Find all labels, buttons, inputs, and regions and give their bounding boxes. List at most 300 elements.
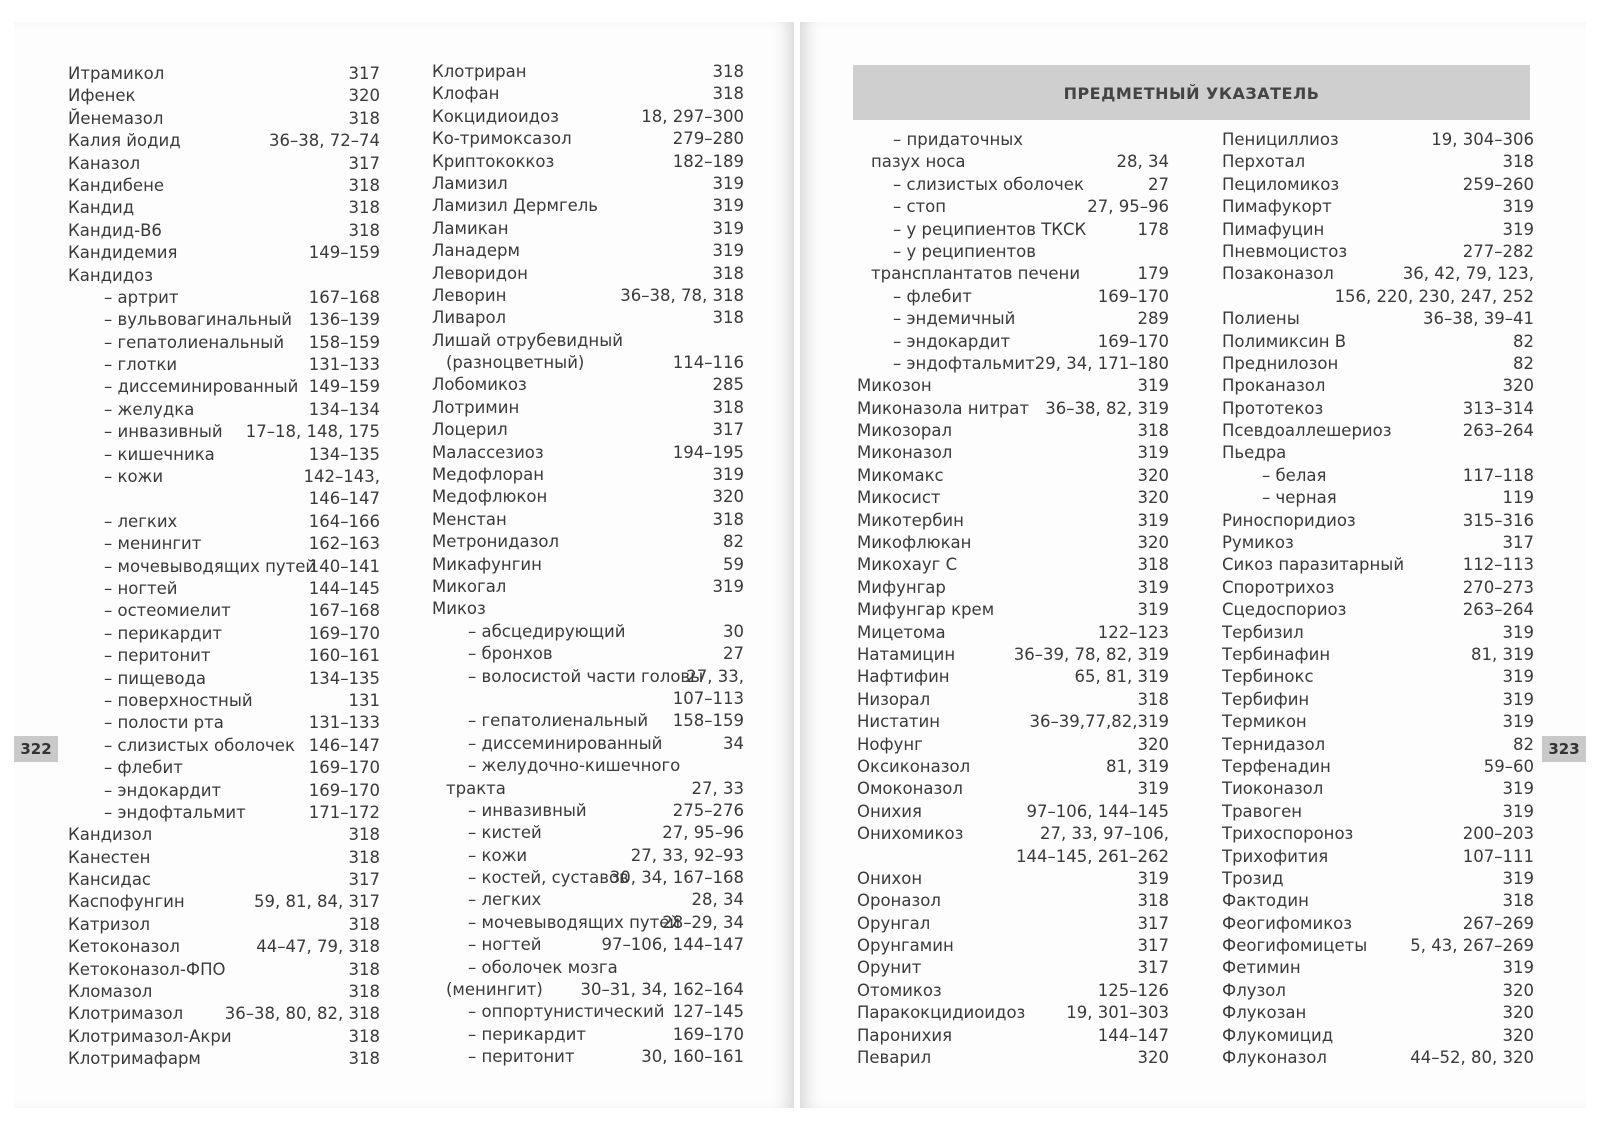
- entry-pages: 36–38, 39–41: [1423, 309, 1534, 329]
- entry-pages: 36–39,77,82,319: [1029, 712, 1169, 732]
- entry-pages: 28, 34: [691, 890, 744, 910]
- entry-pages: 319: [1137, 376, 1169, 396]
- entry-term: Йенемазол: [68, 108, 164, 128]
- index-entry: [432, 509, 744, 531]
- index-entry: [1222, 129, 1534, 151]
- entry-term: Кокцидиоидоз: [432, 106, 559, 126]
- entry-pages: 167–168: [308, 287, 380, 307]
- entry-term: Орунгамин: [857, 936, 954, 956]
- entry-term: Терфенадин: [1222, 756, 1331, 776]
- entry-pages: 131: [348, 690, 380, 710]
- entry-pages: 318: [712, 308, 744, 328]
- index-entry: [432, 889, 744, 911]
- entry-term: Микотербин: [857, 510, 964, 530]
- entry-pages: 319: [712, 465, 744, 485]
- entry-term: Каспофунгин: [68, 892, 185, 912]
- index-header: ПРЕДМЕТНЫЙ УКАЗАТЕЛЬ: [853, 65, 1530, 120]
- index-entry: [68, 153, 380, 175]
- index-entry: [68, 511, 380, 533]
- index-entry: [432, 1024, 744, 1046]
- entry-term: – инвазивный: [104, 422, 223, 442]
- index-entry: [432, 934, 744, 956]
- entry-term: Миконазол: [857, 443, 953, 463]
- index-entry: [68, 108, 380, 130]
- index-entry: [857, 599, 1169, 621]
- entry-term: Медофлоран: [432, 465, 545, 485]
- entry-term: Певарил: [857, 1048, 932, 1068]
- index-entry: [857, 801, 1169, 823]
- entry-term: Трозид: [1222, 868, 1284, 888]
- index-entry: [857, 689, 1169, 711]
- entry-pages: 318: [348, 175, 380, 195]
- entry-pages: 44–47, 79, 318: [256, 937, 380, 957]
- index-entry: [432, 710, 744, 732]
- index-column-2: [432, 61, 744, 1069]
- entry-pages: 320: [1137, 734, 1169, 754]
- entry-term: Натамицин: [857, 644, 956, 664]
- index-entry: [68, 1048, 380, 1070]
- index-entry: [857, 129, 1169, 151]
- entry-pages: 27: [723, 644, 744, 664]
- entry-pages: 127–145: [672, 1002, 744, 1022]
- entry-pages: 140–141: [308, 556, 380, 576]
- entry-pages: 320: [348, 86, 380, 106]
- index-entry: [432, 374, 744, 396]
- entry-pages: 97–106, 144–147: [601, 935, 744, 955]
- entry-pages: 17–18, 148, 175: [245, 422, 380, 442]
- entry-term: – волосистой части головы: [468, 666, 704, 686]
- entry-term: Микоз: [432, 599, 486, 619]
- index-entry: [1222, 151, 1534, 173]
- entry-term: Оксиконазол: [857, 756, 971, 776]
- index-entry: [1222, 1025, 1534, 1047]
- index-entry: [432, 307, 744, 329]
- entry-pages: 5, 43, 267–269: [1410, 936, 1534, 956]
- index-entry: [432, 173, 744, 195]
- index-entry: [432, 195, 744, 217]
- index-entry: [857, 778, 1169, 800]
- entry-pages: 179: [1137, 264, 1169, 284]
- entry-pages: 146–147: [308, 489, 380, 509]
- index-entry: [1222, 622, 1534, 644]
- index-entry: [857, 308, 1169, 330]
- index-entry: [432, 621, 744, 643]
- entry-pages: 30–31, 34, 162–164: [580, 980, 744, 1000]
- index-entry: [857, 442, 1169, 464]
- entry-term: Феогифомикоз: [1222, 913, 1353, 933]
- entry-term: – менингит: [104, 534, 202, 554]
- entry-term: – гепатолиенальный: [104, 332, 285, 352]
- entry-pages: 279–280: [672, 129, 744, 149]
- entry-pages: 142–143,: [303, 467, 380, 487]
- entry-term: Микозорал: [857, 421, 953, 441]
- entry-pages: 114–116: [672, 353, 744, 373]
- entry-pages: 318: [348, 847, 380, 867]
- index-entry: [432, 733, 744, 755]
- entry-pages: 319: [1502, 779, 1534, 799]
- entry-pages: 119: [1502, 488, 1534, 508]
- index-entry: [857, 1047, 1169, 1069]
- index-entry: [432, 352, 744, 374]
- entry-pages: 29, 34, 171–180: [1034, 353, 1169, 373]
- index-entry: [68, 1026, 380, 1048]
- entry-term: Кетоконазол: [68, 937, 180, 957]
- entry-term: – артрит: [104, 287, 179, 307]
- index-entry: [1222, 487, 1534, 509]
- entry-pages: 27, 95–96: [662, 823, 744, 843]
- index-entry: [432, 442, 744, 464]
- entry-term: Клофан: [432, 84, 500, 104]
- index-entry: [68, 623, 380, 645]
- index-column-3: [857, 129, 1169, 1069]
- entry-term: Каназол: [68, 153, 141, 173]
- entry-pages: 319: [712, 196, 744, 216]
- entry-term: Трихоспороноз: [1222, 824, 1354, 844]
- entry-pages: 19, 301–303: [1066, 1003, 1169, 1023]
- index-entry: [68, 444, 380, 466]
- index-entry: [432, 464, 744, 486]
- index-entry: [432, 867, 744, 889]
- entry-pages: 131–133: [308, 713, 380, 733]
- index-entry: [432, 643, 744, 665]
- entry-term: – эндокардит: [893, 331, 1011, 351]
- index-entry: [1222, 756, 1534, 778]
- entry-pages: 320: [1502, 376, 1534, 396]
- entry-term: Псевдоаллешериоз: [1222, 421, 1392, 441]
- entry-term: Кандизол: [68, 825, 153, 845]
- entry-pages: 59: [723, 554, 744, 574]
- index-entry: [432, 106, 744, 128]
- entry-term: Сцедоспориоз: [1222, 600, 1347, 620]
- index-entry: [1222, 801, 1534, 823]
- entry-term: – эндофтальмит: [893, 353, 1035, 373]
- entry-term: Катризол: [68, 914, 151, 934]
- index-entry: [68, 309, 380, 331]
- entry-term: Тербизил: [1222, 622, 1304, 642]
- index-entry: [68, 757, 380, 779]
- entry-term: Фактодин: [1222, 891, 1309, 911]
- entry-pages: 134–135: [308, 444, 380, 464]
- entry-pages: 320: [1502, 1003, 1534, 1023]
- entry-pages: 318: [348, 1026, 380, 1046]
- entry-term: Прототекоз: [1222, 398, 1324, 418]
- entry-pages: 318: [712, 62, 744, 81]
- index-entry: [432, 1046, 744, 1068]
- index-entry: [857, 890, 1169, 912]
- entry-term: – кожи: [104, 467, 164, 487]
- entry-term: Криптококкоз: [432, 151, 555, 171]
- index-entry: [432, 151, 744, 173]
- entry-term: – поверхностный: [104, 690, 253, 710]
- entry-term: Перхотал: [1222, 152, 1306, 172]
- index-entry: [857, 957, 1169, 979]
- index-entry: [68, 488, 380, 510]
- entry-term: Лобомикоз: [432, 375, 527, 395]
- index-entry: [68, 466, 380, 488]
- index-entry: [1222, 599, 1534, 621]
- index-entry: [432, 688, 744, 710]
- entry-pages: 317: [1137, 913, 1169, 933]
- entry-pages: 169–170: [308, 623, 380, 643]
- entry-term: Канестен: [68, 847, 151, 867]
- entry-pages: 319: [1502, 868, 1534, 888]
- entry-term: Орунгал: [857, 913, 931, 933]
- index-entry: [68, 690, 380, 712]
- entry-pages: 134–134: [308, 399, 380, 419]
- entry-term: – слизистых оболочек: [104, 735, 295, 755]
- index-entry: [68, 130, 380, 152]
- entry-pages: 319: [1502, 219, 1534, 239]
- index-entry: [857, 554, 1169, 576]
- index-entry: [68, 891, 380, 913]
- entry-term: Паронихия: [857, 1025, 953, 1045]
- entry-term: – остеомиелит: [104, 601, 231, 621]
- entry-pages: 319: [712, 576, 744, 596]
- entry-term: – полости рта: [104, 713, 224, 733]
- entry-term: – перитонит: [468, 1047, 575, 1067]
- entry-term: Полимиксин В: [1222, 331, 1347, 351]
- index-entry: [68, 847, 380, 869]
- entry-pages: 82: [723, 532, 744, 552]
- entry-pages: 318: [1502, 891, 1534, 911]
- index-entry: [1222, 711, 1534, 733]
- entry-term: Пневмоцистоз: [1222, 241, 1348, 261]
- index-entry: [68, 287, 380, 309]
- index-entry: [68, 220, 380, 242]
- index-entry: [68, 936, 380, 958]
- index-entry: [68, 959, 380, 981]
- index-entry: [432, 419, 744, 441]
- entry-pages: 59, 81, 84, 317: [254, 892, 380, 912]
- entry-term: Орунит: [857, 958, 922, 978]
- index-entry: [68, 376, 380, 398]
- index-entry: [1222, 263, 1534, 285]
- entry-term: Онихия: [857, 801, 922, 821]
- entry-pages: 112–113: [1462, 555, 1534, 575]
- index-entry: [857, 241, 1169, 263]
- entry-term: Отомикоз: [857, 980, 942, 1000]
- entry-pages: 319: [1502, 958, 1534, 978]
- index-entry: [1222, 554, 1534, 576]
- index-entry: [857, 1025, 1169, 1047]
- index-entry: [1222, 308, 1534, 330]
- entry-pages: 313–314: [1462, 398, 1534, 418]
- entry-pages: 27, 33: [691, 778, 744, 798]
- entry-pages: 27, 33, 92–93: [630, 845, 744, 865]
- index-entry: [857, 823, 1169, 845]
- index-entry: [857, 756, 1169, 778]
- entry-term: Малассезиоз: [432, 442, 544, 462]
- index-entry: [68, 175, 380, 197]
- entry-term: Кломазол: [68, 982, 153, 1002]
- index-entry: [1222, 331, 1534, 353]
- index-entry: [432, 218, 744, 240]
- entry-term: – флебит: [893, 286, 972, 306]
- index-entry: [68, 421, 380, 443]
- entry-term: Трихофития: [1222, 846, 1329, 866]
- entry-pages: 320: [712, 487, 744, 507]
- entry-pages: 318: [348, 108, 380, 128]
- entry-term: Травоген: [1222, 801, 1303, 821]
- entry-pages: 317: [348, 870, 380, 890]
- index-entry: [432, 531, 744, 553]
- index-entry: [432, 576, 744, 598]
- index-entry: [1222, 219, 1534, 241]
- entry-pages: 319: [1502, 801, 1534, 821]
- index-entry: [432, 666, 744, 688]
- entry-term: – кожи: [468, 845, 528, 865]
- entry-pages: 200–203: [1462, 824, 1534, 844]
- entry-pages: 320: [1137, 533, 1169, 553]
- entry-term: Калия йодид: [68, 131, 181, 151]
- index-entry: [68, 332, 380, 354]
- entry-term: Клотримазол-Акри: [68, 1026, 232, 1046]
- entry-pages: 144–147: [1097, 1025, 1169, 1045]
- index-entry: [857, 644, 1169, 666]
- entry-term: Микозон: [857, 376, 932, 396]
- entry-term: – пищевода: [104, 668, 207, 688]
- entry-pages: 122–123: [1097, 622, 1169, 642]
- entry-pages: 81, 319: [1106, 756, 1169, 776]
- index-entry: [432, 912, 744, 934]
- entry-term: Ламикан: [432, 218, 509, 238]
- entry-term: Пимафукорт: [1222, 197, 1332, 217]
- index-entry: [68, 600, 380, 622]
- entry-term: Риноспоридиоз: [1222, 510, 1356, 530]
- entry-pages: 182–189: [672, 151, 744, 171]
- entry-pages: 169–170: [1097, 331, 1169, 351]
- entry-term: – оболочек мозга: [468, 957, 618, 977]
- entry-pages: 318: [712, 84, 744, 104]
- entry-term: – бронхов: [468, 644, 553, 664]
- entry-pages: 320: [1137, 465, 1169, 485]
- entry-term: Лоцерил: [432, 420, 508, 440]
- entry-term: Микомакс: [857, 465, 944, 485]
- entry-term: – легких: [104, 511, 178, 531]
- entry-pages: 160–161: [308, 646, 380, 666]
- entry-pages: 320: [1137, 1048, 1169, 1068]
- entry-term: Кандибене: [68, 175, 165, 195]
- entry-term: – мочевыводящих путей: [104, 556, 317, 576]
- entry-term: Кандид-В6: [68, 220, 162, 240]
- entry-term: Микафунгин: [432, 554, 542, 574]
- entry-term: – стоп: [893, 197, 947, 217]
- entry-term: Кансидас: [68, 870, 151, 890]
- entry-pages: 131–133: [308, 355, 380, 375]
- index-entry: [1222, 375, 1534, 397]
- entry-term: – абсцедирующий: [468, 621, 626, 641]
- index-entry: [857, 980, 1169, 1002]
- index-entry: [68, 668, 380, 690]
- entry-pages: 156, 220, 230, 247, 252: [1334, 286, 1534, 306]
- entry-term: – перикардит: [468, 1024, 586, 1044]
- entry-term: Тиоконазол: [1222, 779, 1324, 799]
- entry-pages: 318: [1137, 555, 1169, 575]
- index-entry: [857, 219, 1169, 241]
- index-entry: [1222, 577, 1534, 599]
- entry-pages: 270–273: [1462, 577, 1534, 597]
- entry-pages: 263–264: [1462, 600, 1534, 620]
- entry-term: Кандидемия: [68, 243, 178, 263]
- entry-pages: 319: [1502, 622, 1534, 642]
- entry-pages: 28–29, 34: [662, 912, 744, 932]
- entry-term: пазух носа: [871, 152, 966, 172]
- entry-term: Медофлюкон: [432, 487, 548, 507]
- index-entry: [432, 800, 744, 822]
- index-entry: [68, 242, 380, 264]
- index-entry: [1222, 913, 1534, 935]
- index-column-4: [1222, 129, 1534, 1069]
- entry-pages: 171–172: [308, 802, 380, 822]
- index-entry: [1222, 734, 1534, 756]
- index-entry: [857, 375, 1169, 397]
- entry-term: Менстан: [432, 509, 507, 529]
- entry-pages: 117–118: [1462, 465, 1534, 485]
- entry-pages: 319: [712, 241, 744, 261]
- index-entry: [68, 645, 380, 667]
- entry-pages: 318: [348, 220, 380, 240]
- entry-term: Пециломикоз: [1222, 174, 1340, 194]
- index-entry: [1222, 510, 1534, 532]
- entry-term: – костей, суставов: [468, 868, 629, 888]
- index-entry: [857, 711, 1169, 733]
- entry-pages: 317: [1502, 533, 1534, 553]
- entry-pages: 320: [1502, 1025, 1534, 1045]
- entry-term: – желудка: [104, 399, 195, 419]
- entry-term: Сикоз паразитарный: [1222, 555, 1405, 575]
- index-entry: [68, 824, 380, 846]
- index-entry: [1222, 890, 1534, 912]
- entry-pages: 318: [712, 509, 744, 529]
- index-entry: [857, 151, 1169, 173]
- index-entry: [1222, 846, 1534, 868]
- entry-pages: 30: [723, 621, 744, 641]
- entry-pages: 144–145: [308, 578, 380, 598]
- index-entry: [1222, 778, 1534, 800]
- entry-term: – белая: [1262, 465, 1327, 485]
- entry-term: Метронидазол: [432, 532, 560, 552]
- entry-pages: 319: [1137, 443, 1169, 463]
- entry-pages: 318: [348, 1049, 380, 1069]
- entry-term: Нафтифин: [857, 667, 950, 687]
- entry-term: Флуконазол: [1222, 1048, 1327, 1068]
- index-entry: [68, 578, 380, 600]
- index-entry: [432, 330, 744, 352]
- index-entry: [432, 554, 744, 576]
- entry-term: – ногтей: [104, 578, 178, 598]
- index-entry: [432, 778, 744, 800]
- entry-term: Омоконазол: [857, 779, 963, 799]
- entry-pages: 167–168: [308, 601, 380, 621]
- entry-pages: 59–60: [1483, 756, 1534, 776]
- entry-pages: 30, 34, 167–168: [609, 868, 744, 888]
- entry-term: Пьедра: [1222, 443, 1287, 463]
- entry-pages: 162–163: [308, 534, 380, 554]
- entry-pages: 169–170: [308, 758, 380, 778]
- entry-term: Паракокцидиоидоз: [857, 1003, 1026, 1023]
- entry-term: Пимафуцин: [1222, 219, 1325, 239]
- entry-pages: 319: [712, 218, 744, 238]
- entry-pages: 318: [348, 959, 380, 979]
- entry-pages: 107–111: [1462, 846, 1534, 866]
- page-number-right: 323: [1542, 736, 1586, 762]
- index-entry: [857, 510, 1169, 532]
- entry-term: – диссеминированный: [104, 377, 299, 397]
- index-entry: [1222, 957, 1534, 979]
- entry-pages: 319: [1502, 197, 1534, 217]
- entry-pages: 317: [1137, 936, 1169, 956]
- entry-pages: 318: [712, 397, 744, 417]
